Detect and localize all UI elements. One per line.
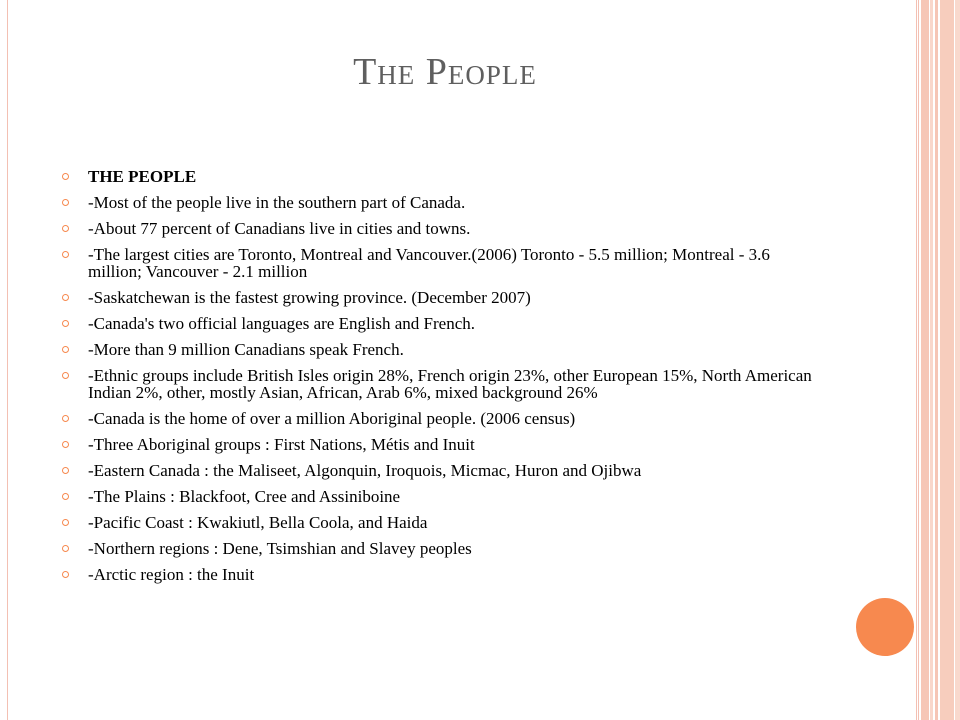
- list-item-text: -Canada's two official languages are English and French.: [88, 314, 476, 333]
- bullet-icon: [62, 372, 69, 379]
- list-item: [62, 246, 822, 280]
- list-item: [62, 194, 822, 211]
- decorative-stripe: [955, 0, 960, 720]
- slide-title: The People: [353, 51, 537, 93]
- bullet-icon: [62, 346, 69, 353]
- list-item-text: THE PEOPLE: [88, 167, 197, 186]
- list-item: [62, 410, 822, 427]
- bullet-icon: [62, 294, 69, 301]
- decorative-circle: [856, 598, 914, 656]
- list-item-text: -The largest cities are Toronto, Montreal and Vancouver.(2006) Toronto - 5.5 million; Montreal - 3.6 million; Vancouver - 2.1 million: [88, 245, 770, 281]
- list-item-text: -About 77 percent of Canadians live in cities and towns.: [88, 219, 471, 238]
- bullet-icon: [62, 545, 69, 552]
- list-item-text: -More than 9 million Canadians speak French.: [88, 340, 404, 359]
- bullet-icon: [62, 571, 69, 578]
- bullet-icon: [62, 441, 69, 448]
- bullet-icon: [62, 173, 69, 180]
- bullet-icon: [62, 251, 69, 258]
- bullet-icon: [62, 467, 69, 474]
- list-item: [62, 488, 822, 505]
- list-item: [62, 514, 822, 531]
- list-item-text: -Most of the people live in the southern part of Canada.: [88, 193, 466, 212]
- bullet-icon: [62, 415, 69, 422]
- list-item: [62, 220, 822, 237]
- list-item-text: -Saskatchewan is the fastest growing province. (December 2007): [88, 288, 531, 307]
- list-item-text: -Eastern Canada : the Maliseet, Algonquin, Iroquois, Micmac, Huron and Ojibwa: [88, 461, 642, 480]
- list-item-text: -Pacific Coast : Kwakiutl, Bella Coola, and Haida: [88, 513, 428, 532]
- bullet-icon: [62, 493, 69, 500]
- list-item-text: -The Plains : Blackfoot, Cree and Assiniboine: [88, 487, 401, 506]
- bullet-icon: [62, 320, 69, 327]
- list-item-text: -Three Aboriginal groups : First Nations, Métis and Inuit: [88, 435, 475, 454]
- bullet-list: [62, 168, 822, 592]
- list-item: [62, 289, 822, 306]
- list-item: [62, 436, 822, 453]
- decorative-stripe: [930, 0, 933, 720]
- list-item-text: -Northern regions : Dene, Tsimshian and Slavey peoples: [88, 539, 472, 558]
- list-item: [62, 462, 822, 479]
- decorative-stripe: [935, 0, 938, 720]
- bullet-icon: [62, 199, 69, 206]
- list-item: [62, 341, 822, 358]
- list-item: [62, 315, 822, 332]
- list-item-text: -Canada is the home of over a million Aboriginal people. (2006 census): [88, 409, 576, 428]
- bullet-icon: [62, 225, 69, 232]
- list-item: [62, 367, 822, 401]
- list-item-text: -Ethnic groups include British Isles origin 28%, French origin 23%, other European 15%, North American Indian 2%, other, mostly Asian, African, Arab 6%, mixed background 26%: [88, 366, 812, 402]
- list-item: [62, 168, 822, 185]
- list-item: [62, 540, 822, 557]
- list-item: [62, 566, 822, 583]
- decorative-stripe: [940, 0, 954, 720]
- decorative-stripe: [921, 0, 929, 720]
- bullet-icon: [62, 519, 69, 526]
- list-item-text: -Arctic region : the Inuit: [88, 565, 255, 584]
